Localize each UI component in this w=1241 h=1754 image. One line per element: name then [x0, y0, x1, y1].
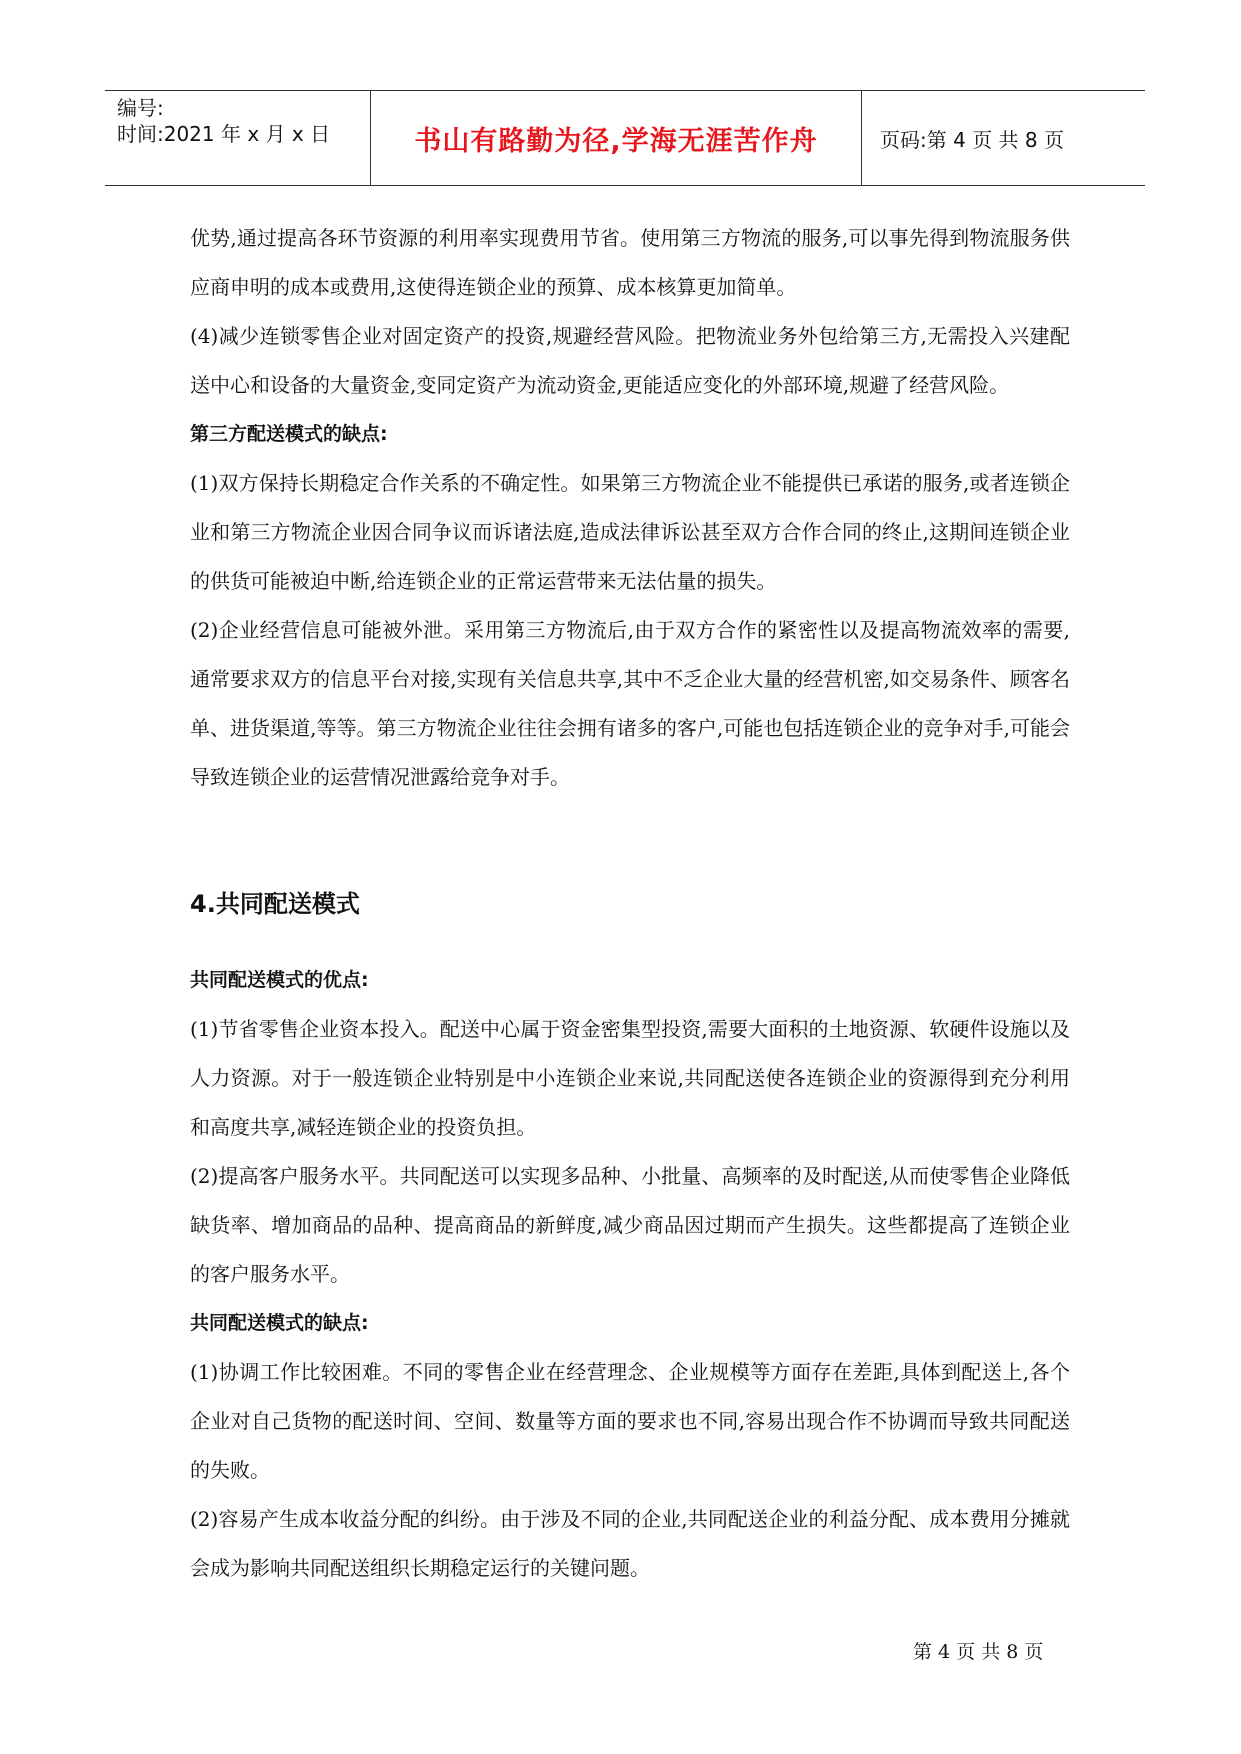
paragraph: 优势,通过提高各环节资源的利用率实现费用节省。使用第三方物流的服务,可以事先得到物流服务供应商申明的成本或费用,这使得连锁企业的预算、成本核算更加简单。: [190, 226, 1070, 299]
disadvantages-heading: 共同配送模式的缺点:: [190, 1312, 369, 1334]
paragraph: (4)减少连锁零售企业对固定资产的投资,规避经营风险。把物流业务外包给第三方,无需投入兴建配送中心和设备的大量资金,变同定资产为流动资金,更能适应变化的外部环境,规避了经营风险。: [190, 324, 1070, 397]
page-footer: 第 4 页 共 8 页: [913, 1641, 1044, 1663]
header-motto: 书山有路勤为径,学海无涯苦作舟: [414, 125, 818, 157]
paragraph: (2)提高客户服务水平。共同配送可以实现多品种、小批量、高频率的及时配送,从而使零售企业降低缺货率、增加商品的品种、提高商品的新鲜度,减少商品因过期而产生损失。这些都提高了连锁企业的客户服务水平。: [190, 1164, 1070, 1286]
section-4-content: [190, 956, 1070, 1593]
paragraph: (2)企业经营信息可能被外泄。采用第三方物流后,由于双方合作的紧密性以及提高物流效率的需要,通常要求双方的信息平台对接,实现有关信息共享,其中不乏企业大量的经营机密,如交易条件、顾客名单、进货渠道,等等。第三方物流企业往往会拥有诸多的客户,可能也包括连锁企业的竞争对手,可能会导致连锁企业的运营情况泄露给竞争对手。: [190, 618, 1070, 789]
section-title: 4.共同配送模式: [190, 890, 360, 918]
advantages-heading: 共同配送模式的优点:: [190, 969, 369, 991]
header-meta: [105, 91, 371, 185]
document-number-label: 编号:: [117, 96, 164, 120]
paragraph: (1)协调工作比较困难。不同的零售企业在经营理念、企业规模等方面存在差距,具体到配送上,各个企业对自己货物的配送时间、空间、数量等方面的要求也不同,容易出现合作不协调而导致共同配送的失败。: [190, 1360, 1070, 1482]
disadvantages-heading: 第三方配送模式的缺点:: [190, 423, 388, 445]
section-3-content: [190, 214, 1070, 802]
paragraph: (1)双方保持长期稳定合作关系的不确定性。如果第三方物流企业不能提供已承诺的服务,或者连锁企业和第三方物流企业因合同争议而诉诸法庭,造成法律诉讼甚至双方合作合同的终止,这期间连锁企业的供货可能被迫中断,给连锁企业的正常运营带来无法估量的损失。: [190, 471, 1070, 593]
header-page-number: 页码:第 4 页 共 8 页: [880, 127, 1064, 152]
page-header: [105, 90, 1145, 186]
document-time-label: 时间:2021 年 x 月 x 日: [117, 122, 331, 146]
paragraph: (2)容易产生成本收益分配的纠纷。由于涉及不同的企业,共同配送企业的利益分配、成本费用分摊就会成为影响共同配送组织长期稳定运行的关键问题。: [190, 1507, 1070, 1580]
paragraph: (1)节省零售企业资本投入。配送中心属于资金密集型投资,需要大面积的土地资源、软硬件设施以及人力资源。对于一般连锁企业特别是中小连锁企业来说,共同配送使各连锁企业的资源得到充分利用和高度共享,减轻连锁企业的投资负担。: [190, 1017, 1070, 1139]
